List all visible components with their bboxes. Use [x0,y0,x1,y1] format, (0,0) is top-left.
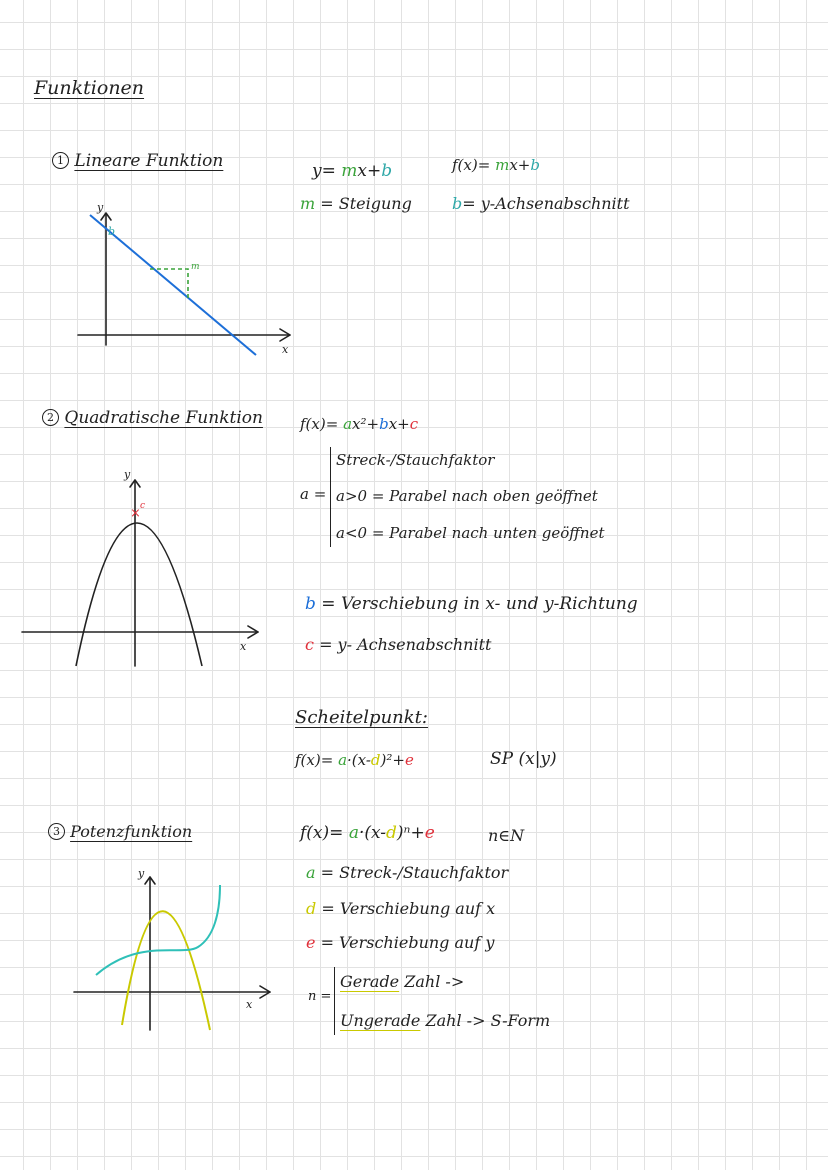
vertex-formula: f(x)= a·(x-d)²+e [295,751,414,769]
page-title: Funktionen [34,77,145,99]
vertex-marker-x: × [130,506,141,521]
n-line-even: Gerade Zahl -> [340,972,465,991]
section-number: 2 [42,409,59,426]
definition-a-power: a = Streck-/Stauchfaktor [306,863,509,882]
a-line-1: Streck-/Stauchfaktor [336,451,495,469]
section-heading-text: Quadratische Funktion [64,408,263,428]
section-heading-quadratic [42,409,263,429]
bracket-a [330,447,331,547]
power-formula: f(x)= a·(x-d)ⁿ+e [300,823,435,843]
a-label: a = [300,485,327,503]
definition-c: c = y- Achsenabschnitt [305,635,492,654]
quadratic-graph [18,460,268,675]
graph-c-label: c [140,501,146,511]
graph-y-label: y [138,867,145,880]
n-line-odd: Ungerade Zahl -> S-Form [340,1011,551,1030]
bracket-n [334,967,335,1035]
a-line-2: a>0 = Parabel nach oben geöffnet [336,487,598,505]
graph-y-label: y [97,201,104,214]
section-heading-text: Potenzfunktion [70,822,193,841]
slope-triangle [150,269,188,299]
section-heading-linear [52,152,223,172]
section-number: 1 [52,152,69,169]
odd-power-curve [96,885,220,975]
graph-b-label: b [108,225,116,238]
graph-x-label: x [246,998,253,1011]
graph-y-label: y [124,468,131,481]
definition-b: b= y-Achsenabschnitt [452,194,630,213]
n-label: n = [308,989,332,1004]
graph-x-label: x [240,640,247,653]
section-heading-power [48,823,192,841]
n-set: n∈N [488,826,525,845]
linear-equation-f: f(x)= mx+b [452,156,540,174]
power-function-graph [70,865,280,1040]
linear-equation-y: y= mx+b [312,161,393,181]
vertex-heading: Scheitelpunkt: [295,707,428,728]
section-heading-text: Lineare Funktion [74,151,224,171]
section-number: 3 [48,823,65,840]
definition-b-shift: b = Verschiebung in x- und y-Richtung [305,594,638,614]
definition-e: e = Verschiebung auf y [306,933,495,952]
graph-m-label: m [191,262,200,272]
quadratic-formula: f(x)= ax²+bx+c [300,415,419,433]
definition-d: d = Verschiebung auf x [306,899,496,918]
definition-m: m = Steigung [300,194,412,213]
parabola [76,523,202,666]
linear-graph [70,195,310,360]
a-line-3: a<0 = Parabel nach unten geöffnet [336,524,605,542]
graph-x-label: x [282,343,289,356]
vertex-point: SP (x|y) [490,749,557,769]
even-power-curve [122,911,210,1030]
